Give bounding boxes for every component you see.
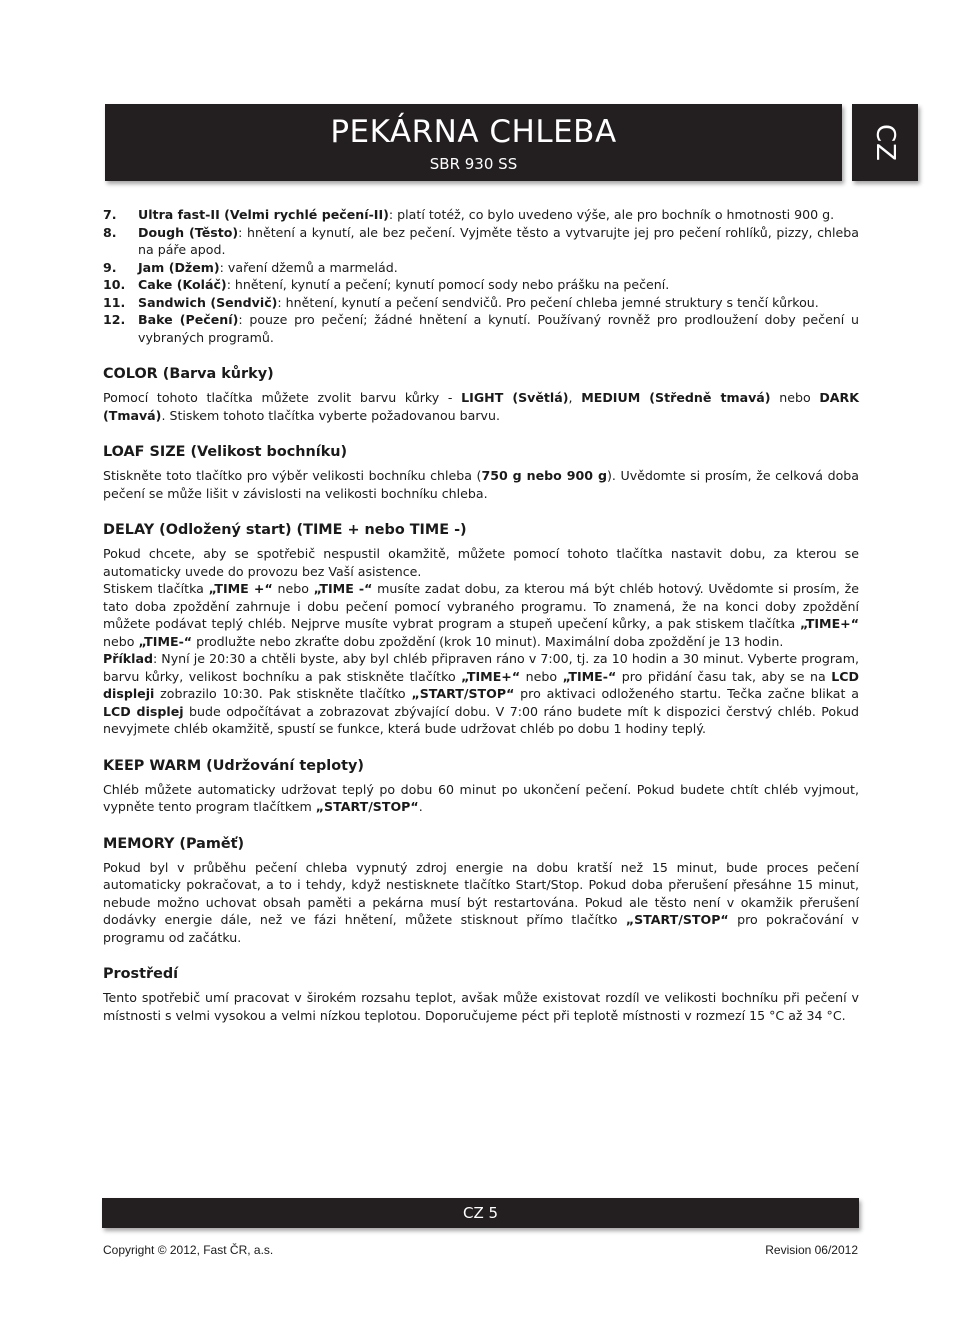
list-item — [103, 206, 859, 224]
delay-paragraph-2 — [103, 580, 859, 650]
section-loaf-size — [103, 443, 859, 502]
header-bar — [105, 104, 842, 181]
text-run: zobrazilo 10:30. Pak stiskněte tlačítko — [154, 686, 412, 701]
section-heading-environment: Prostředí — [103, 966, 179, 982]
section-keep-warm — [103, 757, 859, 816]
text-run: pro přidání času tak, aby se na — [616, 668, 832, 684]
list-item-number: 8. — [103, 224, 117, 240]
button-ref-time-plus: „TIME+“ — [461, 668, 521, 684]
program-description: : vaření džemů a marmelád. — [219, 259, 398, 275]
text-run: prodlužte nebo zkraťte dobu zpoždění (krok 10 minut). Maximální doba zpoždění je 13 hodin. — [192, 633, 784, 649]
list-item — [103, 311, 859, 346]
section-delay — [103, 521, 859, 738]
text-run: musíte zadat dobu, za kterou má být chléb hotový. Uvědomte si prosím, že tato doba zpoždění zahrnuje i dobu pečení pomocí vybraného programu. To znamená, že na konci doby zpoždění můžete podávat teplý chléb. Nejprve musíte vybrat program a stupeň upečení kůrky, a pak stiskem tlačítka — [103, 581, 859, 631]
delay-paragraph-1: Pokud chcete, aby se spotřebič nespustil okamžitě, můžete pomocí tohoto tlačítka nastavit dobu, za kterou se automaticky uvede do provozu bez Vaší asistence. — [103, 546, 859, 579]
section-text-keep-warm — [103, 781, 859, 816]
text-run: bude odpočítávat a zobrazovat zbývající dobu. V 7:00 ráno budete mít k dispozici čerstvý chléb. Pokud nevyjmete chléb okamžitě, spustí se funkce, která bude udržovat chléb po dobu 1 hodiny teplý. — [103, 703, 859, 736]
list-item-text — [138, 259, 859, 277]
program-description: : platí totéž, co bylo uvedeno výše, ale pro bochník o hmotnosti 900 g. — [388, 207, 835, 222]
text-run: nebo — [272, 581, 314, 596]
program-name: Jam (Džem) — [138, 259, 220, 275]
text-run: Pomocí tohoto tlačítka můžete zvolit barvu kůrky - — [103, 390, 462, 405]
page-title: PEKÁRNA CHLEBA — [330, 114, 617, 150]
section-heading-loaf-size: LOAF SIZE (Velikost bochníku) — [103, 444, 348, 460]
text-run: . Stiskem tohoto tlačítka vyberte požadovanou barvu. — [161, 407, 500, 423]
loaf-weights: 750 g nebo 900 g — [481, 468, 607, 483]
text-run: Pokud byl v průběhu pečení chleba vypnutý zdroj energie na dobu kratší než 15 minut, bude proces pečení automaticky pokračovat, a to i tehdy, když nestisknete tlačítko Start/Stop. Pokud doba přerušení přesáhne 15 minut, nebude možno uchovat obsah paměti a pekárna musí být restartována. Pokud ale těsto není v okamžik přerušení dodávky energie dále, než ve fázi hnětení, můžete stisknout přímo tlačítko — [103, 859, 859, 927]
option-light: LIGHT (Světlá) — [461, 390, 569, 405]
list-item — [103, 276, 859, 294]
text-run: nebo — [103, 633, 139, 649]
section-text-environment: Tento spotřebič umí pracovat v širokém rozsahu teplot, avšak může existovat rozdíl ve velikosti bochníku při pečení v místnosti s velmi vysokou a velmi nízkou teplotou. Doporučujeme péct při teplotě místnosti v rozmezí 15 °C až 34 °C. — [103, 990, 859, 1023]
section-environment — [103, 965, 859, 1024]
language-tab-label: CZ — [870, 123, 900, 162]
revision-text: Revision 06/2012 — [765, 1243, 858, 1257]
section-heading-delay: DELAY (Odložený start) (TIME + nebo TIME -) — [103, 522, 467, 538]
section-heading-keep-warm: KEEP WARM (Udržování teploty) — [103, 757, 364, 774]
button-ref-start-stop: „START/STOP“ — [411, 686, 515, 701]
text-run: , — [568, 390, 582, 405]
list-item-text — [138, 276, 859, 294]
list-item-text — [138, 224, 859, 259]
text-run: Chléb můžete automaticky udržovat teplý po dobu 60 minut po ukončení pečení. Pokud budete chtít chléb vyjmout, vypněte tento program tlačítkem — [103, 781, 859, 814]
list-item-number: 10. — [103, 277, 126, 292]
delay-paragraph-3 — [103, 650, 859, 738]
main-content — [103, 206, 859, 1024]
program-description: : pouze pro pečení; žádné hnětení a kynutí. Používaný rovněž pro prodloužení doby pečení u vybraných programů. — [138, 312, 859, 345]
section-text-color — [103, 389, 859, 424]
list-item-number: 11. — [103, 294, 126, 310]
option-dark: DARK (Tmavá) — [103, 390, 860, 423]
page-number: CZ 5 — [462, 1204, 499, 1222]
list-item-number: 9. — [103, 259, 117, 275]
text-run: pro aktivaci odloženého startu. Tečka začne blikat a — [514, 686, 859, 701]
program-list — [103, 206, 859, 346]
program-description: : hnětení, kynutí a pečení; kynutí pomocí sody nebo prášku na pečení. — [226, 277, 670, 292]
list-item — [103, 294, 859, 312]
program-description: : hnětení, kynutí a pečení sendvičů. Pro pečení chleba jemné struktury s tenčí kůrkou. — [277, 294, 819, 310]
text-run: : Nyní je 20:30 a chtěli byste, aby byl chléb připraven ráno v 7:00, tj. za 10 hodin a 30 minut. Vyberte program, barvu kůrky, velikost bochníku a pak stiskněte tlačítko — [103, 651, 859, 684]
page-number-bar — [102, 1198, 859, 1228]
program-name: Cake (Koláč) — [138, 277, 227, 292]
copyright-text: Copyright © 2012, Fast ČR, a.s. — [103, 1243, 274, 1257]
section-memory — [103, 835, 859, 947]
text-run: nebo — [520, 668, 563, 684]
text-run: Stiskněte toto tlačítko pro výběr velikosti bochníku chleba ( — [103, 468, 482, 483]
program-name: Sandwich (Sendvič) — [138, 294, 278, 310]
list-item-number: 12. — [103, 312, 126, 327]
button-ref-time-minus: „TIME-“ — [138, 633, 193, 649]
lcd-ref: LCD displej — [103, 703, 184, 719]
button-ref-time-plus: „TIME +“ — [208, 581, 273, 596]
program-name: Bake (Pečení) — [138, 312, 239, 327]
section-color — [103, 365, 859, 424]
list-item-text — [138, 294, 859, 312]
section-heading-memory: MEMORY (Paměť) — [103, 835, 245, 852]
button-ref-time-minus: „TIME-“ — [562, 668, 617, 684]
program-name: Dough (Těsto) — [138, 224, 239, 240]
list-item-text — [138, 311, 859, 346]
text-run: nebo — [770, 390, 820, 405]
section-heading-color: COLOR (Barva kůrky) — [103, 366, 274, 382]
section-text-memory — [103, 859, 859, 947]
section-text-loaf-size — [103, 467, 859, 502]
language-tab — [852, 104, 918, 181]
option-medium: MEDIUM (Středně tmavá) — [581, 390, 771, 405]
text-run: Stiskem tlačítka — [103, 581, 209, 596]
list-item-text — [138, 206, 859, 224]
program-name: Ultra fast-II (Velmi rychlé pečení-II) — [138, 207, 389, 222]
list-item — [103, 224, 859, 259]
button-ref-start-stop: „START/STOP“ — [315, 799, 419, 814]
list-item-number: 7. — [103, 207, 117, 222]
text-run: . — [418, 799, 423, 814]
program-description: : hnětení a kynutí, ale bez pečení. Vyjměte těsto a vytvarujte jej pro pečení rohlíků, pizzy, chleba na páře apod. — [138, 224, 859, 257]
button-ref-start-stop: „START/STOP“ — [625, 912, 729, 927]
model-subtitle: SBR 930 SS — [429, 155, 518, 173]
button-ref-time-plus: „TIME+“ — [800, 616, 859, 631]
text-run: pro pokračování v programu od začátku. — [103, 912, 859, 945]
text-run: ). Uvědomte si prosím, že celková doba pečení se může lišit v závislosti na velikosti bochníku chleba. — [103, 468, 859, 501]
lcd-ref: LCD displeji — [103, 668, 859, 701]
button-ref-time-minus: „TIME -“ — [313, 581, 373, 596]
example-label: Příklad — [103, 651, 153, 666]
list-item — [103, 259, 859, 277]
